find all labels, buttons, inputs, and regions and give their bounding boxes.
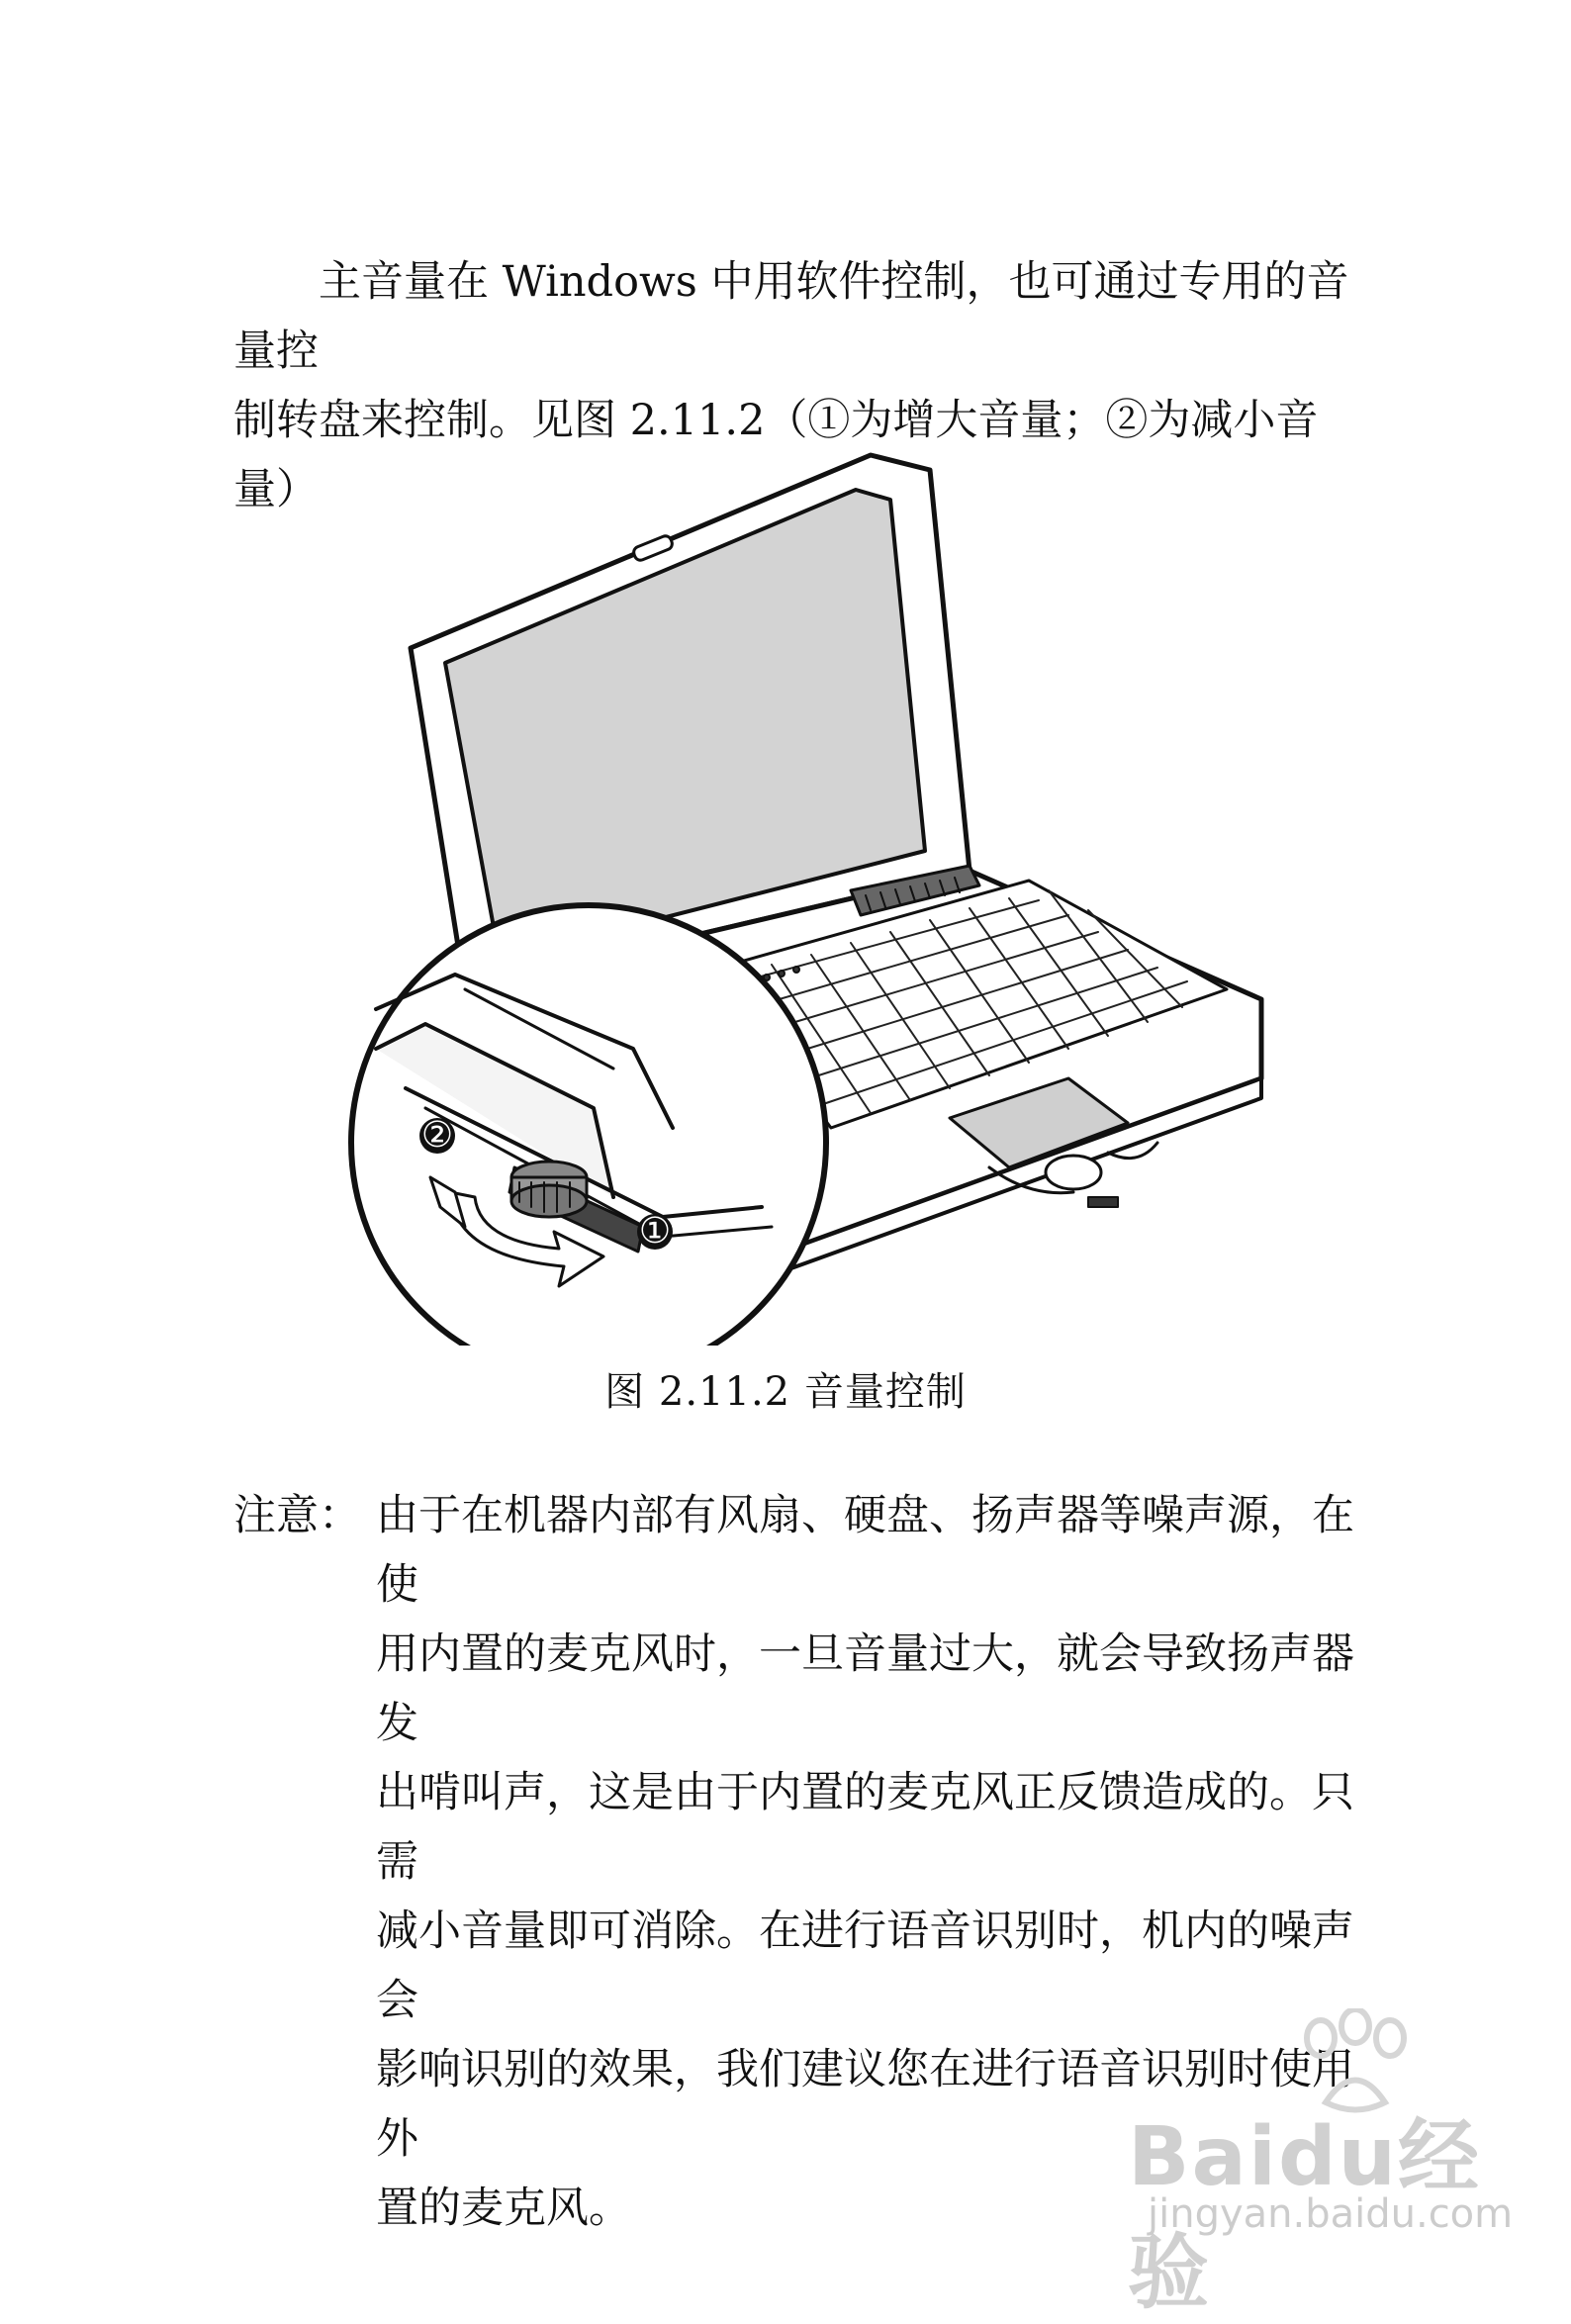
watermark-url: jingyan.baidu.com	[1148, 2191, 1514, 2237]
figure-caption: 图 2.11.2 音量控制	[604, 1369, 967, 1415]
note-line: 由于在机器内部有风扇、硬盘、扬声器等噪声源，在使	[376, 1491, 1354, 1610]
note-line: 减小音量即可消除。在进行语音识别时，机内的噪声会	[376, 1906, 1354, 2025]
intro-line-2: 制转盘来控制。见图 2.11.2（①为增大音量；②为减小音量）	[233, 396, 1319, 514]
decrease-volume-label: ②	[420, 1115, 454, 1156]
note-label: 注意：	[233, 1491, 361, 1540]
baidu-watermark	[1113, 2008, 1528, 2320]
laptop-volume-figure	[336, 416, 1266, 1346]
note-line: 影响识别的效果，我们建议您在进行语音识别时使用外	[376, 2045, 1354, 2164]
laptop-volume-dial-illustration-icon	[336, 416, 1266, 1346]
note-line: 置的麦克风。	[376, 2184, 631, 2233]
increase-volume-label: ①	[638, 1211, 672, 1252]
note-line: 用内置的麦克风时，一旦音量过大，就会导致扬声器发	[376, 1629, 1354, 1748]
watermark-logo-text: Baidu经验	[1128, 2110, 1482, 2320]
note-line: 出啃叫声，这是由于内置的麦克风正反馈造成的。只需	[376, 1768, 1354, 1887]
intro-line-1: 主音量在 Windows 中用软件控制，也可通过专用的音量控	[233, 257, 1349, 376]
